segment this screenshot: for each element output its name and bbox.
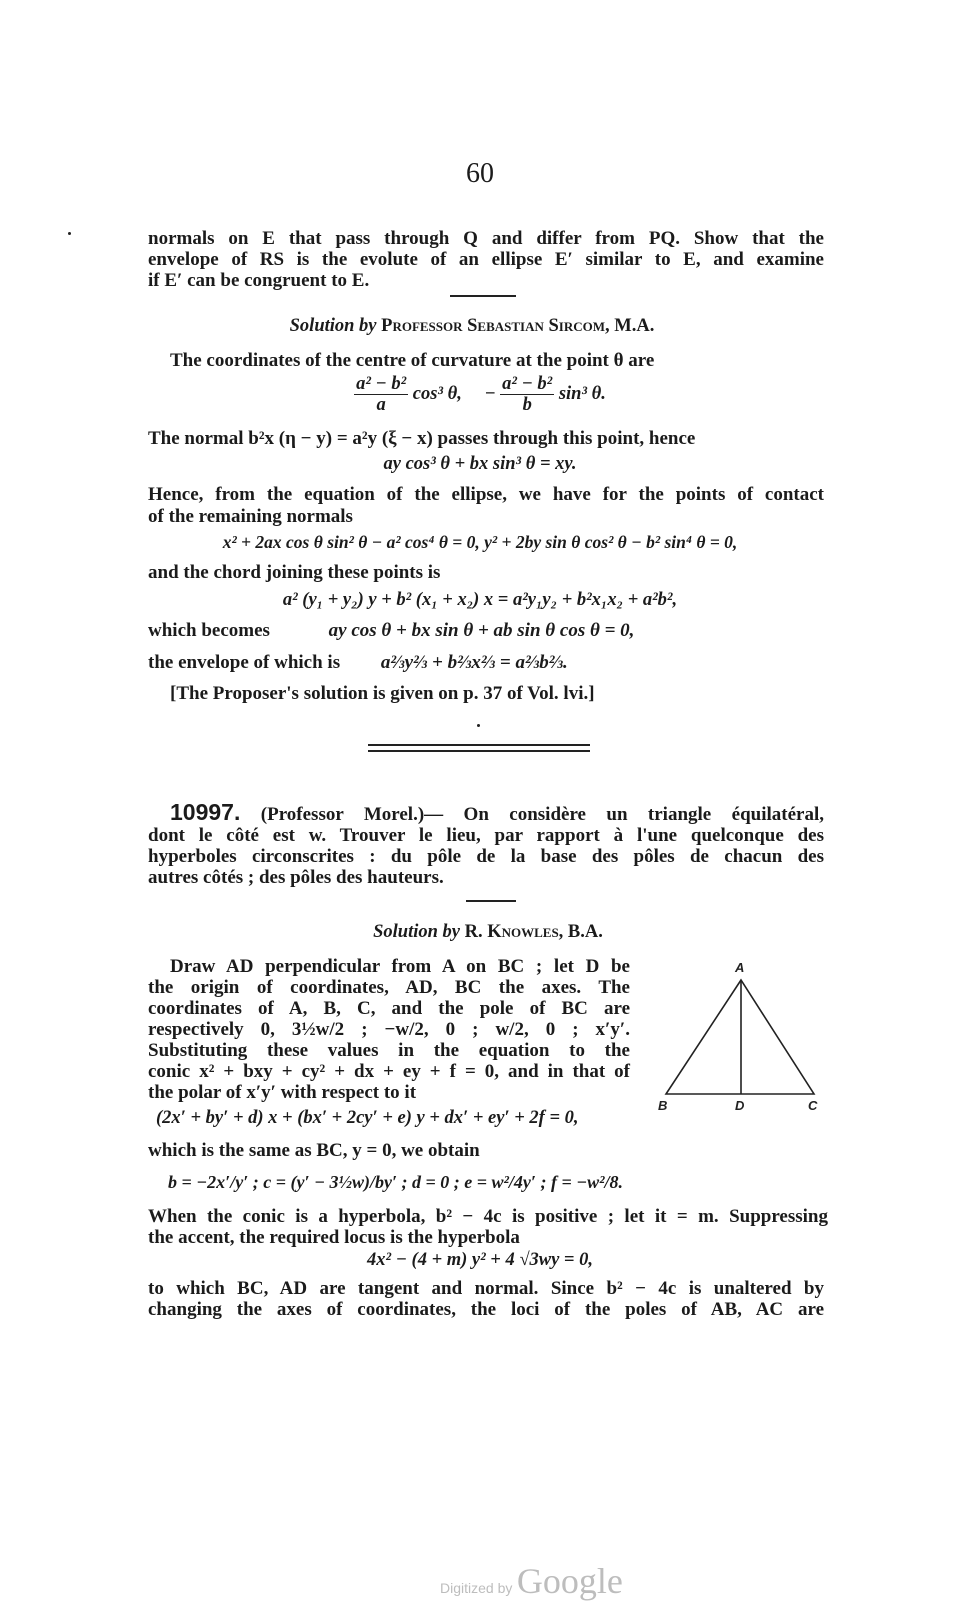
sol1-text-6: which becomes	[148, 620, 270, 641]
sol2-line-7: the polar of x′y′ with respect to it	[148, 1082, 417, 1103]
page-number: 60	[466, 158, 494, 189]
fraction-2-denominator: b	[522, 395, 532, 415]
sol2-line-9: When the conic is a hyperbola, b² − 4c is positive ; let it = m. Suppressing	[148, 1206, 828, 1227]
sol1-equation-4: ay cos θ + bx sin θ + ab sin θ cos θ = 0,	[328, 620, 635, 641]
sol2-equation-3: 4x² − (4 + m) y² + 4 √3wy = 0,	[367, 1250, 593, 1270]
fraction-2	[500, 374, 554, 415]
problem-line-3: hyperboles circonscrites : du pôle de la base des pôles de chacun des	[148, 846, 824, 867]
problem-line-1	[170, 799, 824, 825]
sol2-equation-1: (2x′ + by′ + d) x + (bx′ + 2cy′ + e) y + dx′ + ey′ + 2f = 0,	[156, 1108, 579, 1128]
sol1-text-5: and the chord joining these points is	[148, 562, 441, 583]
sol2-line-12: changing the axes of coordinates, the loci of the poles of AB, AC are	[148, 1299, 824, 1320]
fraction-1-tail: cos³ θ,	[412, 383, 462, 404]
sol1-text-1: The coordinates of the centre of curvature at the point θ are	[170, 350, 655, 371]
fraction-1-denominator: a	[376, 395, 386, 415]
sol2-line-2: the origin of coordinates, AD, BC the axes. The	[148, 977, 630, 998]
proposer-note: [The Proposer's solution is given on p. 37 of Vol. lvi.]	[170, 683, 595, 704]
solution-heading-1	[0, 316, 952, 337]
sol2-line-4: respectively 0, 3½w/2 ; −w/2, 0 ; w/2, 0 ; x′y′.	[148, 1019, 630, 1040]
sol1-text-7: the envelope of which is	[148, 652, 341, 673]
digitized-label: Digitized by	[440, 1580, 513, 1596]
intro-line-1: normals on E that pass through Q and differ from PQ. Show that the	[148, 228, 824, 249]
sol2-line-11: to which BC, AD are tangent and normal. Since b² − 4c is unaltered by	[148, 1278, 824, 1299]
stray-mark-2	[477, 724, 480, 727]
sol1-equation-2: x² + 2ax cos θ sin² θ − a² cos⁴ θ = 0, y² + 2by sin θ cos² θ − b² sin⁴ θ = 0,	[222, 532, 738, 552]
fraction-2-numerator: a² − b²	[502, 374, 553, 394]
label-b: B	[658, 1098, 668, 1113]
problem-line-2: dont le côté est w. Trouver le lieu, par rapport à l'une quelconque des	[148, 825, 824, 846]
label-d: D	[735, 1098, 745, 1113]
label-c: C	[808, 1098, 818, 1113]
short-rule	[450, 295, 516, 297]
sol1-equation-1: ay cos³ θ + bx sin³ θ = xy.	[383, 454, 577, 474]
fraction-1	[354, 374, 408, 415]
solution-by-label: Solution by	[289, 316, 377, 336]
problem-number: 10997.	[170, 799, 241, 825]
digitized-watermark	[440, 1560, 623, 1602]
sol2-line-8: which is the same as BC, y = 0, we obtain	[148, 1140, 480, 1161]
sol2-line-1: Draw AD perpendicular from A on BC ; let D be	[170, 956, 630, 977]
sol2-equation-2: b = −2x′/y′ ; c = (y′ − 3½w)/by′ ; d = 0 ; e = w²/4y′ ; f = −w²/8.	[168, 1172, 624, 1192]
double-rule-bottom	[368, 750, 590, 752]
sol1-text-4: of the remaining normals	[148, 506, 353, 527]
stray-mark	[68, 232, 71, 235]
problem-text-1: (Professor Morel.)— On considère un triangle équilatéral,	[260, 804, 824, 825]
sol1-envelope-equation: a⅔y⅔ + b⅔x⅔ = a⅔b⅔.	[380, 652, 568, 673]
sol2-line-5: Substituting these values in the equation to the	[148, 1040, 630, 1061]
label-a: A	[735, 960, 745, 975]
triangle-diagram	[656, 958, 836, 1116]
sol1-text-3: Hence, from the equation of the ellipse, we have for the points of contact	[148, 484, 824, 505]
triangle-outline	[666, 980, 814, 1094]
intro-line-2: envelope of RS is the evolute of an ellipse E′ similar to E, and examine	[148, 249, 824, 270]
google-logo: Google	[516, 1561, 623, 1601]
fraction-2-tail: sin³ θ.	[558, 383, 606, 404]
solution-author-2: R. Knowles, B.A.	[464, 922, 603, 942]
solution-by-label-2: Solution by	[373, 922, 460, 942]
sol1-line-7	[148, 652, 824, 673]
solution-heading-2	[8, 922, 960, 943]
sol1-fraction-line: $\frac{\text{a² − b²}}{a}$ cos³ θ, − $\frac{\text{a² − b²}}{b}$ sin³ θ.	[356, 374, 606, 415]
double-rule-top	[368, 744, 590, 746]
fraction-1-numerator: a² − b²	[356, 374, 407, 394]
intro-line-3: if E′ can be congruent to E.	[148, 270, 370, 291]
sol1-line-6	[148, 620, 824, 641]
sol2-line-6: conic x² + bxy + cy² + dx + ey + f = 0, and in that of	[148, 1061, 630, 1082]
short-rule-2	[466, 900, 516, 902]
sol1-text-2: The normal b²x (η − y) = a²y (ξ − x) passes through this point, hence	[148, 428, 696, 449]
problem-line-4: autres côtés ; des pôles des hauteurs.	[148, 867, 444, 888]
sol2-line-10: the accent, the required locus is the hyperbola	[148, 1227, 520, 1248]
sol1-equation-3: a² (y₁ + y₂) y + b² (x₁ + x₂) x = a²y₁y₂ + b²x₁x₂ + a²b²,	[282, 590, 678, 610]
solution-author: Professor Sebastian Sircom, M.A.	[381, 316, 655, 336]
sol2-line-3: coordinates of A, B, C, and the pole of BC are	[148, 998, 630, 1019]
